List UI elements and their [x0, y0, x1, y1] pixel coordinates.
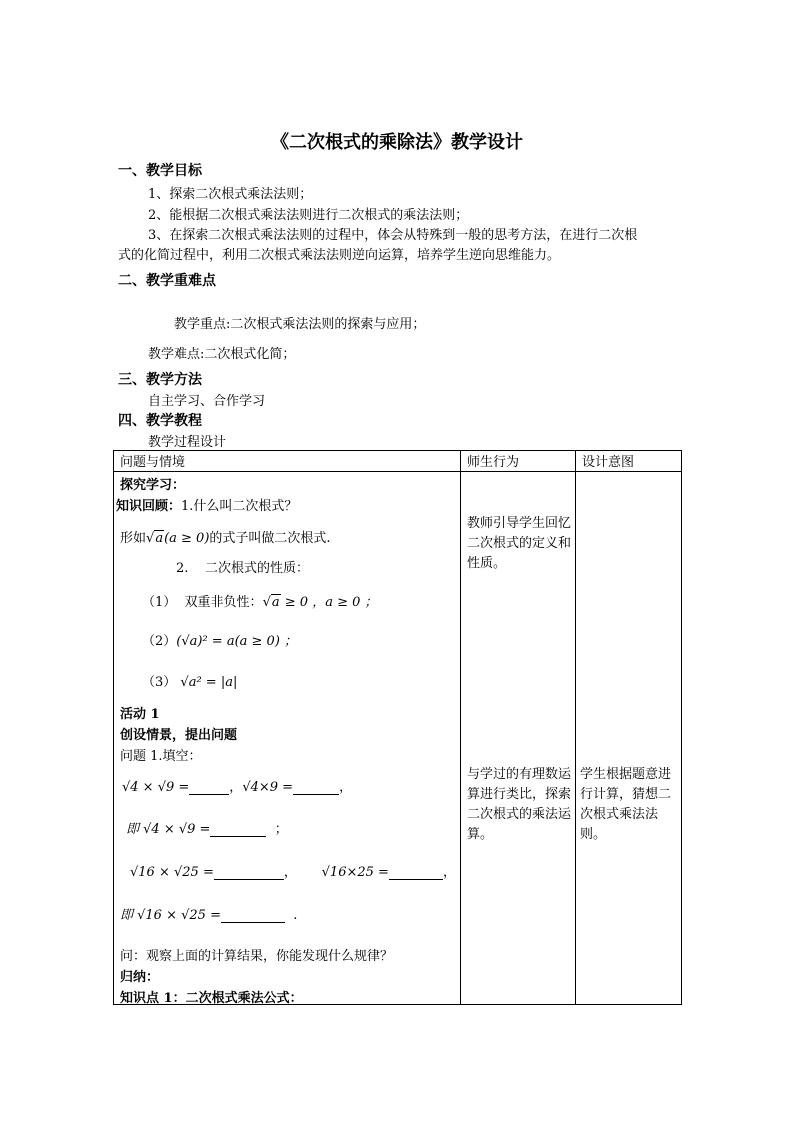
section-heading-keypoints: 二、教学重难点 — [118, 273, 216, 289]
key-point: 教学重点:二次根式乘法法则的探索与应用； — [174, 317, 426, 332]
exercise-1a: √4 × √9 = — [122, 780, 190, 795]
question-1: 问题 1.填空： — [120, 749, 202, 764]
methods-text: 自主学习、合作学习 — [148, 394, 266, 409]
exercise-2-blank[interactable] — [210, 822, 266, 837]
difficult-point: 教学难点:二次根式化简； — [148, 347, 296, 362]
property-1 — [142, 591, 378, 610]
exercise-1a-blank[interactable] — [189, 780, 229, 795]
header-situation: 问题与情境 — [114, 451, 461, 472]
exercise-3a-blank[interactable] — [214, 865, 284, 880]
property-3-number: （3） — [142, 675, 177, 690]
definition-suffix: 的式子叫做二次根式. — [209, 531, 331, 546]
property-1-math: ≥ 0 ，a ≥ 0 ； — [284, 595, 378, 610]
section-heading-process: 四、教学教程 — [118, 413, 202, 429]
knowledge-point-1: 知识点 1：二次根式乘法公式： — [120, 991, 303, 1006]
exercise-2: 即 √4 × √9 = ； — [126, 822, 288, 837]
process-text: 教学过程设计 — [148, 435, 227, 450]
exercise-3b-blank[interactable] — [389, 865, 443, 880]
property-number: 2. — [176, 561, 189, 576]
exercise-3a: √16 × √25 = — [130, 865, 214, 880]
property-title: 二次根式的性质： — [204, 561, 309, 576]
table-body-row — [114, 472, 682, 1005]
definition-radicand: a — [155, 531, 164, 546]
property-2-math: (√a)² = a(a ≥ 0) ； — [176, 634, 298, 649]
review-question: 1.什么叫二次根式？ — [181, 499, 298, 514]
definition-line — [120, 527, 331, 546]
situation-cell — [114, 472, 461, 1005]
property-1-sqrt-symbol: √a — [262, 595, 280, 610]
goal-item-1: 1、探索二次根式乘法法则； — [148, 187, 313, 202]
exercise-1b-blank[interactable] — [293, 780, 339, 795]
explore-label: 探究学习： — [120, 478, 186, 493]
property-1-number: （1） — [142, 595, 177, 610]
exercise-3b: √16×25 = — [321, 865, 389, 880]
observation-question: 问：观察上面的计算结果，你能发现什么规律？ — [120, 949, 394, 964]
property-2 — [142, 630, 297, 649]
header-behavior: 师生行为 — [461, 451, 576, 472]
property-1-text: 双重非负性： — [184, 595, 263, 610]
exercise-3: √16 × √25 = ， √16×25 = ， — [130, 865, 456, 880]
goal-item-2: 2、能根据二次根式乘法法则进行二次根式的乘法法则； — [148, 208, 469, 223]
intent-text-1: 学生根据题意进行计算，猜想二次根式乘法法则。 — [580, 767, 672, 842]
table-header-row — [114, 451, 682, 472]
review-line — [116, 495, 297, 514]
property-title-line — [176, 557, 309, 576]
exercise-1b: √4×9 = — [242, 780, 294, 795]
behavior-text-1: 教师引导学生回忆二次根式的定义和性质。 — [467, 516, 572, 571]
exercise-4-text: 即 √16 × √25 = — [120, 908, 221, 923]
goal-item-3: 3、在探索二次根式乘法法则的过程中，体会从特殊到一般的思考方法，在进行二次根 — [148, 228, 638, 243]
exercise-4: 即 √16 × √25 = . — [120, 908, 298, 923]
behavior-cell — [461, 472, 576, 1005]
property-3 — [142, 671, 237, 690]
exercise-4-blank[interactable] — [221, 908, 285, 923]
lesson-table — [113, 450, 682, 1005]
behavior-text-2: 与学过的有理数运算进行类比，探索二次根式的乘法运算。 — [467, 767, 572, 842]
review-label: 知识回顾： — [116, 499, 182, 514]
property-2-number: （2） — [142, 634, 177, 649]
exercise-1: √4 × √9 = ，√4×9 = ， — [122, 780, 353, 795]
section-heading-methods: 三、教学方法 — [118, 372, 202, 388]
summary-label: 归纳： — [120, 970, 160, 985]
section-heading-goals: 一、教学目标 — [118, 163, 202, 179]
activity-label: 活动 1 — [120, 707, 160, 722]
header-intent: 设计意图 — [576, 451, 682, 472]
goal-item-3-cont: 式的化简过程中，利用二次根式乘法法则逆向运算，培养学生逆向思维能力。 — [118, 248, 561, 263]
property-3-math: √a² = |a| — [180, 675, 238, 690]
exercise-2-text: 即 √4 × √9 = — [126, 822, 211, 837]
intent-cell — [576, 472, 682, 1005]
scene-label: 创设情景，提出问题 — [120, 728, 238, 743]
document-title: 《二次根式的乘除法》教学设计 — [271, 132, 523, 153]
definition-condition: (a ≥ 0) — [164, 531, 210, 546]
definition-prefix: 形如 — [120, 531, 147, 546]
definition-sqrt-symbol: √ — [146, 531, 155, 546]
